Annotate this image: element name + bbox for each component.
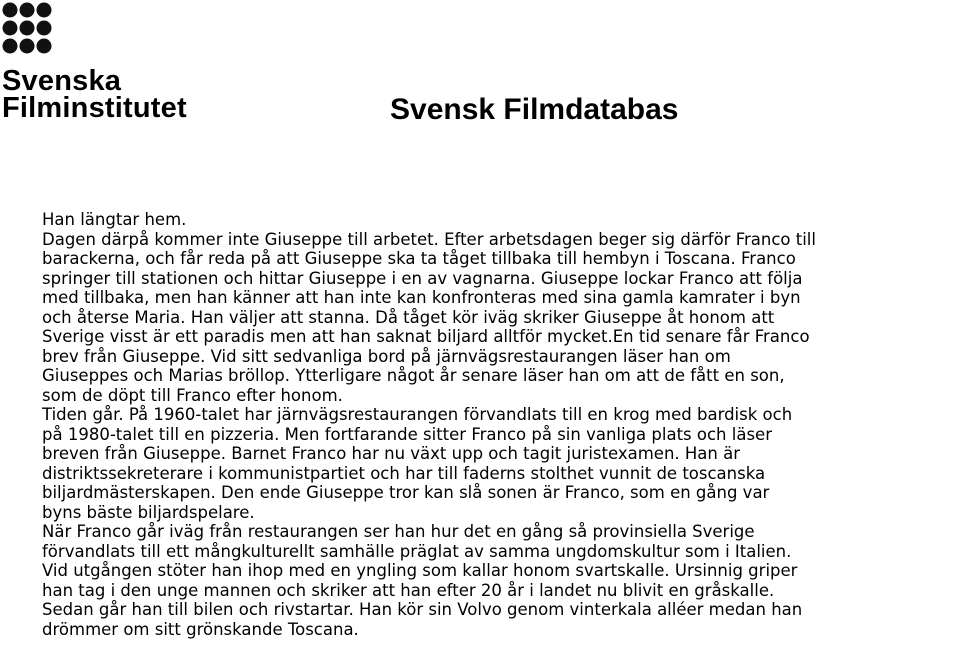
- svenska-filminstitutet-logo: [2, 2, 202, 126]
- logo-dot: [20, 39, 35, 54]
- text-line: Giuseppes och Marias bröllop. Ytterligare något år senare läser han om att de fått en son,: [42, 366, 785, 385]
- text-line: som de döpt till Franco efter honom.: [42, 385, 343, 405]
- logo-dot: [3, 39, 18, 54]
- text-line: breven från Giuseppe. Barnet Franco har nu växt upp och tagit juristexamen. Han är: [42, 444, 741, 463]
- logo-wordmark-line-2: Filminstitutet: [2, 92, 187, 124]
- text-line: och återse Maria. Han väljer att stanna. Då tåget kör iväg skriker Giuseppe åt honom att: [42, 307, 775, 327]
- logo-wordmark-line-1: Svenska: [2, 65, 122, 97]
- logo-dot: [20, 21, 35, 36]
- logo-dot: [3, 21, 18, 36]
- text-line: brev från Giuseppe. Vid sitt sedvanliga bord på järnvägsrestaurangen läser han om: [42, 346, 731, 366]
- logo-dot: [3, 3, 18, 18]
- text-line: han tag i den unge mannen och skriker att han efter 20 år i landet nu blivit en gråskalle.: [42, 580, 775, 600]
- logo-dots-icon: [2, 2, 52, 64]
- text-line: med tillbaka, men han känner att han inte kan konfronteras med sina gamla kamrater i byn: [42, 288, 801, 307]
- logo-dot: [37, 39, 52, 54]
- text-line: biljardmästerskapen. Den ende Giuseppe tror kan slå sonen är Franco, som en gång var: [42, 483, 770, 502]
- text-line: springer till stationen och hittar Giuseppe i en av vagnarna. Giuseppe lockar Franco att följa: [42, 268, 803, 288]
- text-line: Han längtar hem.: [42, 210, 187, 229]
- text-line: på 1980-talet till en pizzeria. Men fortfarande sitter Franco på sin vanliga plats och läser: [42, 424, 772, 444]
- synopsis-text: [42, 210, 960, 639]
- text-line: barackerna, och får reda på att Giuseppe ska ta tåget tillbaka till hembyn i Toscana. Franco: [42, 249, 796, 268]
- text-line: När Franco går iväg från restaurangen ser han hur det en gång så provinsiella Sverige: [42, 522, 755, 541]
- text-line: förvandlats till ett mångkulturellt samhälle präglat av samma ungdomskultur som i Italien.: [42, 541, 792, 561]
- logo-dot: [37, 3, 52, 18]
- text-line: Vid utgången stöter han ihop med en yngling som kallar honom svartskalle. Ursinnig griper: [42, 561, 798, 580]
- text-line: distriktssekreterare i kommunistpartiet och har till faderns stolthet vunnit de toscanska: [42, 463, 766, 483]
- text-line: drömmer om sitt grönskande Toscana.: [42, 619, 359, 639]
- logo-dot: [37, 21, 52, 36]
- text-line: Tiden går. På 1960-talet har järnvägsrestaurangen förvandlats till en krog med bardisk och: [42, 405, 793, 424]
- text-line: byns bäste biljardspelare.: [42, 502, 255, 522]
- text-line: Sedan går han till bilen och rivstartar. Han kör sin Volvo genom vinterkala alléer medan han: [42, 600, 803, 619]
- text-line: Sverige visst är ett paradis men att han saknat biljard alltför mycket.En tid senare får Franco: [42, 327, 810, 346]
- logo-dot: [20, 3, 35, 18]
- page-title: Svensk Filmdatabas: [390, 93, 679, 126]
- text-line: Dagen därpå kommer inte Giuseppe till arbetet. Efter arbetsdagen beger sig därför Franco till: [42, 229, 816, 249]
